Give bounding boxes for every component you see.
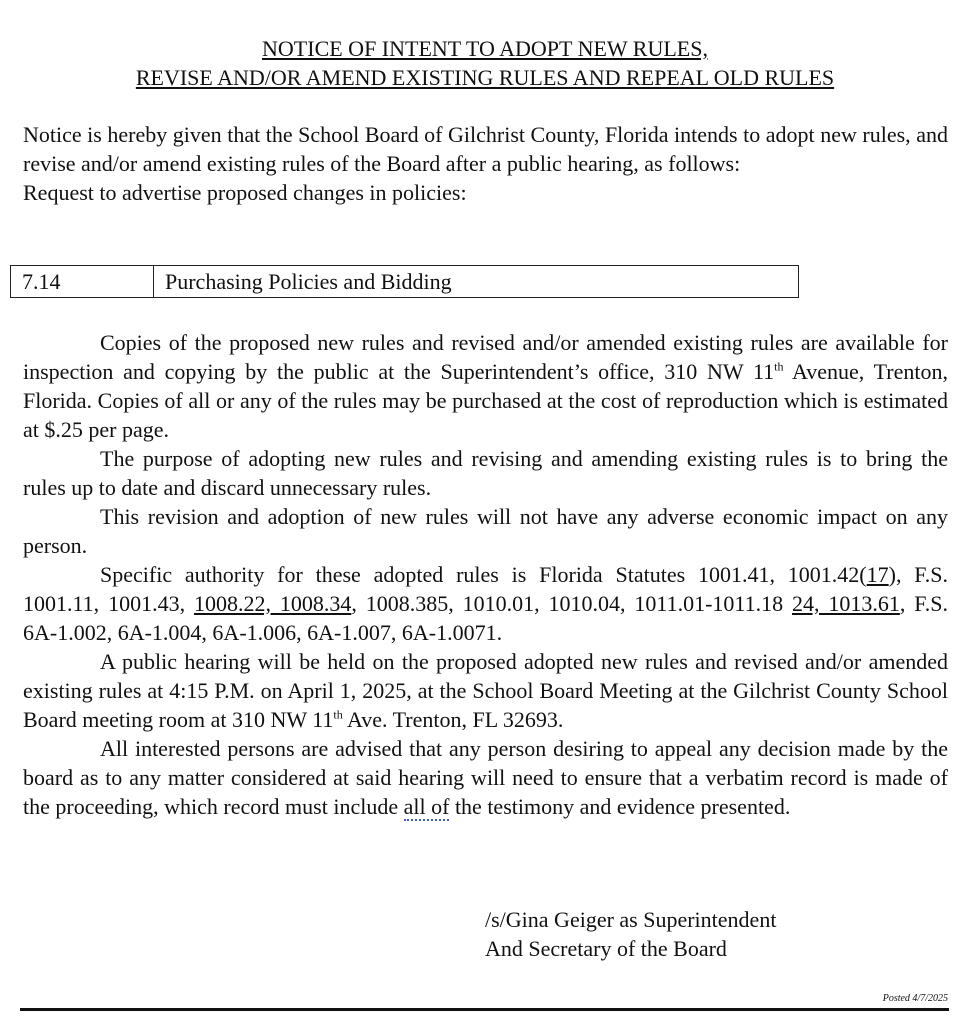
copies-text-a: Copies of the proposed new rules and revised and/or amended existing rules are available for inspection and copying by the public at the Superintendent’s office, 310 NW 11 [23,330,948,384]
economic-paragraph: This revision and adoption of new rules will not have any adverse economic impact on any person. [23,504,948,558]
hearing-paragraph [23,647,948,734]
copies-text-b: Avenue, Trenton, Florida. Copies of all or any of the rules may be purchased at the cost of reproduction which is estimated at $.25 per page. [23,359,949,442]
table-row [11,266,799,298]
policy-title: Purchasing Policies and Bidding [154,266,799,298]
signature-block [485,905,776,963]
copies-superscript: th [774,359,784,374]
posted-date: Posted 4/7/2025 [882,993,948,1004]
appeal-dotted-phrase: all of [403,794,450,819]
hearing-text-a: A public hearing will be held on the proposed adopted new rules and revised and/or amended existing rules at 4:15 P.M. on April 1, 2025, at the School Board Meeting at the Gilchrist County School Board meeting room at 310 NW 11 [23,649,948,732]
notice-title-line-1: NOTICE OF INTENT TO ADOPT NEW RULES, [262,36,708,61]
authority-text-d: , F.S. 6A-1.002, 6A-1.004, 6A-1.006, 6A-1.007, 6A-1.0071. [23,591,948,645]
copies-paragraph [23,328,948,444]
hearing-superscript: th [333,707,343,722]
signature-line-1: /s/Gina Geiger as Superintendent [485,907,777,932]
footer-divider [20,1008,949,1011]
authority-underline-1: 17 [866,562,889,587]
appeal-text-b: the testimony and evidence presented. [449,794,791,819]
hearing-text-b: Ave. Trenton, FL 32693. [342,707,564,732]
authority-text-a: Specific authority for these adopted rules is Florida Statutes 1001.41, 1001.42( [100,562,867,587]
appeal-paragraph [23,734,948,821]
signature-line-2: And Secretary of the Board [485,936,727,961]
intro-section [23,120,948,207]
intro-paragraph: Notice is hereby given that the School Board of Gilchrist County, Florida intends to adopt new rules, and revise and/or amend existing rules of the Board after a public hearing, as follows: [23,122,948,176]
policy-number: 7.14 [11,266,154,298]
appeal-text-a: All interested persons are advised that any person desiring to appeal any decision made by the board as to any matter considered at said hearing will need to ensure that a verbatim record is made of the proceeding, which record must include [23,736,948,819]
authority-paragraph [23,560,948,647]
authority-underline-3: 24, 1013.61 [792,591,900,616]
request-line: Request to advertise proposed changes in policies: [23,180,467,205]
authority-text-b: ), F.S. 1001.11, 1001.43, [23,562,948,616]
authority-underline-2: 1008.22, 1008.34 [193,591,352,616]
policies-table [10,265,799,298]
notice-body [23,328,948,821]
purpose-paragraph: The purpose of adopting new rules and revising and amending existing rules is to bring the rules up to date and discard unnecessary rules. [23,446,948,500]
authority-text-c: , 1008.385, 1010.01, 1010.04, 1011.01-1011.18 [351,591,792,616]
notice-title-line-2: REVISE AND/OR AMEND EXISTING RULES AND REPEAL OLD RULES [135,65,835,90]
